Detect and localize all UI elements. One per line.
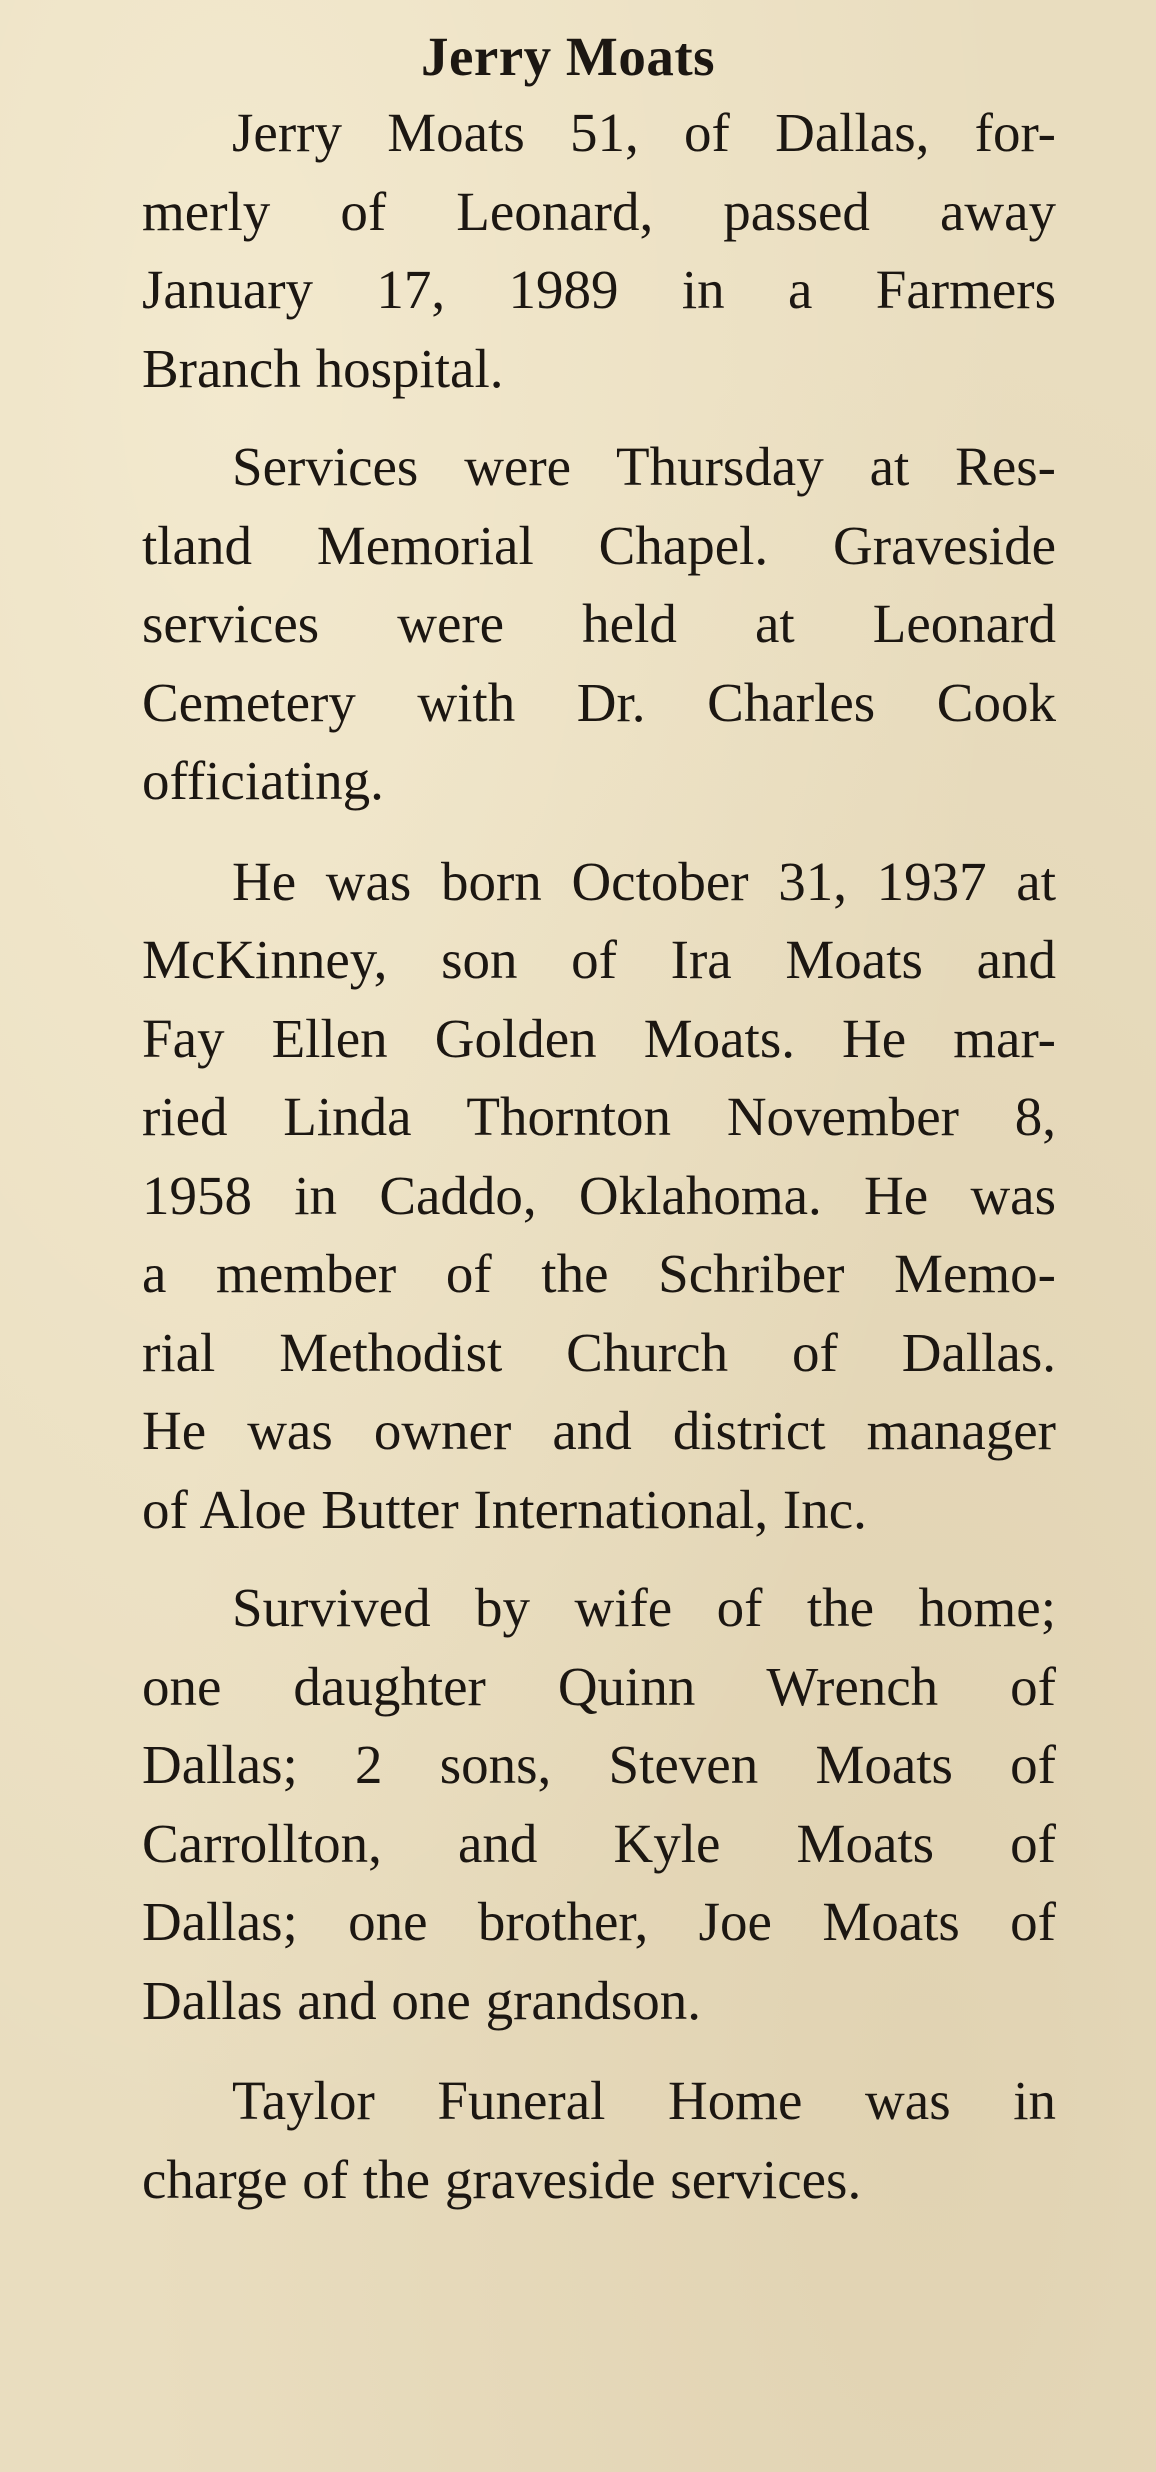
text-line: of Aloe Butter International, Inc. bbox=[142, 1478, 867, 1540]
paragraph-survivors bbox=[52, 1569, 1056, 2040]
paragraph-funeral-home bbox=[52, 2062, 1056, 2219]
paragraph-death-notice bbox=[52, 94, 1056, 408]
text-line: Survived by wife of the home; bbox=[232, 1577, 1056, 1638]
paragraph-services bbox=[52, 428, 1056, 821]
text-line: Dallas; one brother, Joe Moats of bbox=[142, 1891, 1056, 1952]
text-line: services were held at Leonard bbox=[142, 593, 1056, 654]
text-line: Branch hospital. bbox=[142, 337, 504, 399]
text-line: Dallas; 2 sons, Steven Moats of bbox=[142, 1734, 1056, 1795]
text-line: merly of Leonard, passed away bbox=[142, 180, 1056, 242]
text-line: Dallas and one grandson. bbox=[142, 1969, 701, 2031]
text-line: officiating. bbox=[142, 750, 384, 811]
text-line: tland Memorial Chapel. Graveside bbox=[142, 514, 1056, 576]
text-line: January 17, 1989 in a Farmers bbox=[142, 259, 1056, 320]
text-line: Jerry Moats 51, of Dallas, for- bbox=[232, 102, 1056, 163]
text-line: a member of the Schriber Memo- bbox=[142, 1243, 1056, 1304]
text-line: Taylor Funeral Home was in bbox=[232, 2070, 1056, 2131]
text-line: McKinney, son of Ira Moats and bbox=[142, 929, 1056, 990]
text-line: He was owner and district manager bbox=[142, 1400, 1056, 1461]
text-line: Services were Thursday at Res- bbox=[232, 436, 1056, 497]
text-line: Carrollton, and Kyle Moats of bbox=[142, 1812, 1056, 1874]
text-line: Fay Ellen Golden Moats. He mar- bbox=[142, 1007, 1056, 1069]
text-line: He was born October 31, 1937 at bbox=[232, 850, 1056, 912]
text-line: ried Linda Thornton November 8, bbox=[142, 1086, 1056, 1147]
text-line: rial Methodist Church of Dallas. bbox=[142, 1321, 1056, 1383]
text-line: 1958 in Caddo, Oklahoma. He was bbox=[142, 1164, 1056, 1226]
obituary-headline: Jerry Moats bbox=[420, 26, 716, 87]
text-line: Cemetery with Dr. Charles Cook bbox=[142, 671, 1056, 733]
text-line: charge of the graveside services. bbox=[142, 2148, 862, 2210]
text-line: one daughter Quinn Wrench of bbox=[142, 1655, 1056, 1717]
paragraph-biography bbox=[52, 843, 1056, 1550]
